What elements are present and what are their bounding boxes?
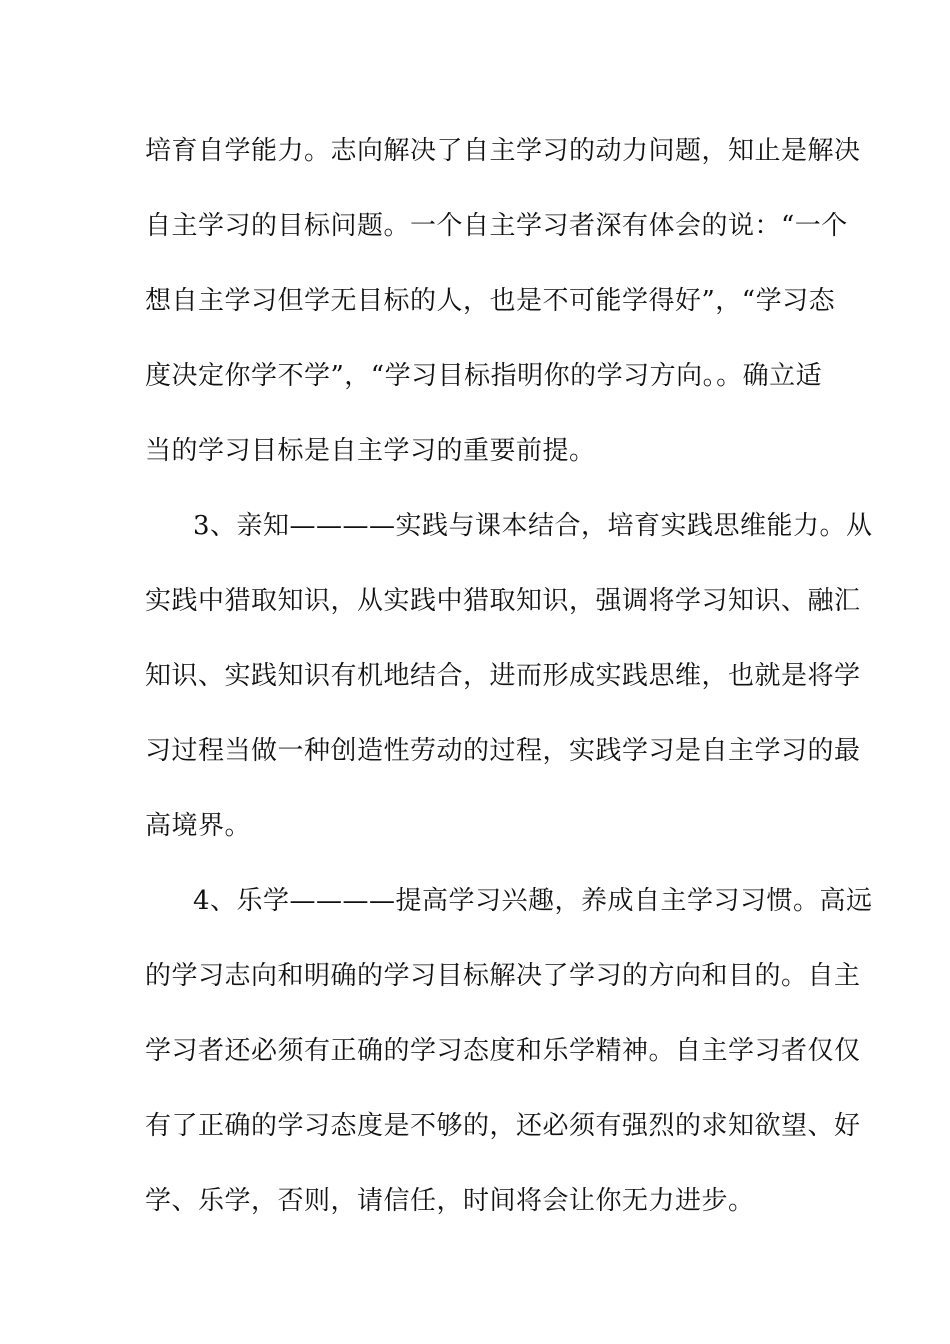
- text-line: 知识、实践知识有机地结合，进而形成实践思维，也就是将学: [145, 661, 861, 691]
- text-line: 度决定你学不学”，“学习目标指明你的学习方向。。确立适: [145, 361, 823, 391]
- text-line: 习过程当做一种创造性劳动的过程，实践学习是自主学习的最: [145, 736, 861, 766]
- text-line: 想自主学习但学无目标的人，也是不可能学得好”，“学习态: [145, 286, 836, 316]
- text-line: 学习者还必须有正确的学习态度和乐学精神。自主学习者仅仅: [145, 1036, 861, 1066]
- paragraph-start-line: 4、乐学————提高学习兴趣，养成自主学习习惯。高远: [193, 886, 873, 916]
- text-line: 有了正确的学习态度是不够的，还必须有强烈的求知欲望、好: [145, 1111, 861, 1141]
- text-line: 高境界。: [145, 811, 252, 841]
- text-line: 培育自学能力。志向解决了自主学习的动力问题，知止是解决: [145, 136, 861, 166]
- text-line: 学、乐学，否则，请信任，时间将会让你无力进步。: [145, 1186, 755, 1216]
- text-line: 当的学习目标是自主学习的重要前提。: [145, 436, 596, 466]
- text-line: 实践中猎取知识，从实践中猎取知识，强调将学习知识、融汇: [145, 586, 861, 616]
- text-line: 自主学习的目标问题。一个自主学习者深有体会的说：“一个: [145, 211, 848, 241]
- text-line: 的学习志向和明确的学习目标解决了学习的方向和目的。自主: [145, 961, 861, 991]
- paragraph-start-line: 3、亲知————实践与课本结合，培育实践思维能力。从: [193, 511, 873, 541]
